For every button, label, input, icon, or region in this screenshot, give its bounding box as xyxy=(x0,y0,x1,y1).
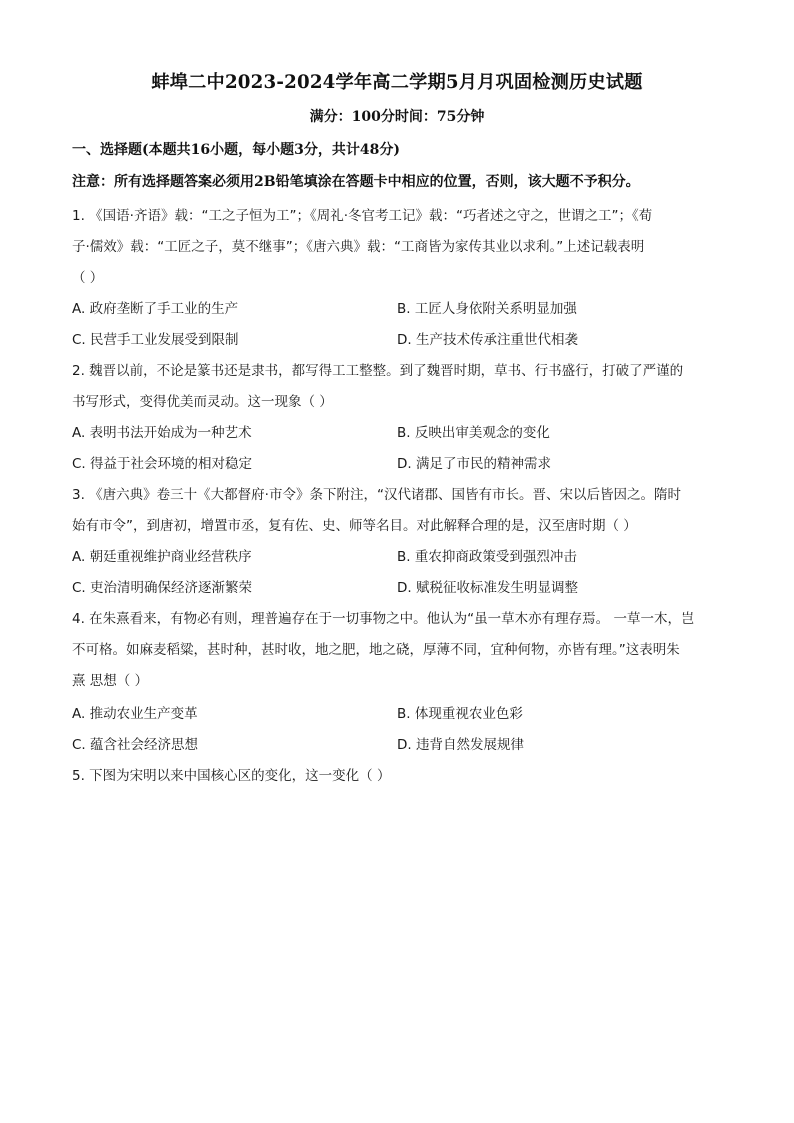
question-2-line-1: 2. 魏晋以前，不论是篆书还是隶书，都写得工工整整。到了魏晋时期，草书、行书盛行，打破了严谨的 xyxy=(72,363,684,379)
question-2-option-b: B. 反映出审美观念的变化 xyxy=(397,425,550,441)
question-5-line-1: 5. 下图为宋明以来中国核心区的变化，这一变化（ ） xyxy=(72,768,391,784)
question-3-option-b: B. 重农抑商政策受到强烈冲击 xyxy=(397,549,577,565)
notice-text: 注意：所有选择题答案必须用2B铅笔填涂在答题卡中相应的位置，否则，该大题不予积分。 xyxy=(72,174,640,190)
question-3-line-1: 3. 《唐六典》卷三十《大都督府·市令》条下附注，“汉代诸郡、国皆有市长。晋、宋以后皆因之。隋时 xyxy=(72,487,681,503)
section-heading: 一、选择题(本题共16小题，每小题3分，共计48分) xyxy=(72,142,400,158)
question-3-option-a: A. 朝廷重视维护商业经营秩序 xyxy=(72,549,252,565)
page-title: 蚌埠二中2023-2024学年高二学期5月月巩固检测历史试题 xyxy=(151,72,643,93)
question-4-line-3: 熹 思想（ ） xyxy=(72,673,149,689)
question-1-option-a: A. 政府垄断了手工业的生产 xyxy=(72,301,239,317)
question-4-line-2: 不可格。如麻麦稻粱，甚时种，甚时收，地之肥，地之硗，厚薄不同，宜种何物，亦皆有理。”这表明朱 xyxy=(72,642,680,658)
question-1-line-3: （ ） xyxy=(72,270,104,286)
question-1-option-b: B. 工匠人身依附关系明显加强 xyxy=(397,301,577,317)
question-2-option-a: A. 表明书法开始成为一种艺术 xyxy=(72,425,252,441)
question-1-option-c: C. 民营手工业发展受到限制 xyxy=(72,332,239,348)
question-1-line-2: 子·儒效》载：“工匠之子，莫不继事”；《唐六典》载：“工商皆为家传其业以求利。”上述记载表明 xyxy=(72,239,645,255)
question-2-option-d: D. 满足了市民的精神需求 xyxy=(397,456,551,472)
question-3-option-d: D. 赋税征收标准发生明显调整 xyxy=(397,580,578,596)
question-3-option-c: C. 吏治清明确保经济逐渐繁荣 xyxy=(72,580,253,596)
question-4-option-a: A. 推动农业生产变革 xyxy=(72,706,198,722)
question-2-line-2: 书写形式，变得优美而灵动。这一现象（ ） xyxy=(72,394,333,410)
question-1-line-1: 1. 《国语·齐语》载：“工之子恒为工”；《周礼·冬官考工记》载：“巧者述之守之，世谓之工”；《荀 xyxy=(72,208,653,224)
question-4-option-c: C. 蕴含社会经济思想 xyxy=(72,737,199,753)
question-4-option-d: D. 违背自然发展规律 xyxy=(397,737,524,753)
question-4-option-b: B. 体现重视农业色彩 xyxy=(397,706,523,722)
question-1-option-d: D. 生产技术传承注重世代相袭 xyxy=(397,332,578,348)
question-4-line-1: 4. 在朱熹看来，有物必有则，理普遍存在于一切事物之中。他认为“虽一草木亦有理存焉。 一草一木，岂 xyxy=(72,611,695,627)
question-3-line-2: 始有市令”，到唐初，增置市丞，复有佐、史、师等名目。对此解释合理的是，汉至唐时期（ ） xyxy=(72,518,637,534)
question-2-option-c: C. 得益于社会环境的相对稳定 xyxy=(72,456,253,472)
score-time-info: 满分：100分时间：75分钟 xyxy=(309,109,485,125)
